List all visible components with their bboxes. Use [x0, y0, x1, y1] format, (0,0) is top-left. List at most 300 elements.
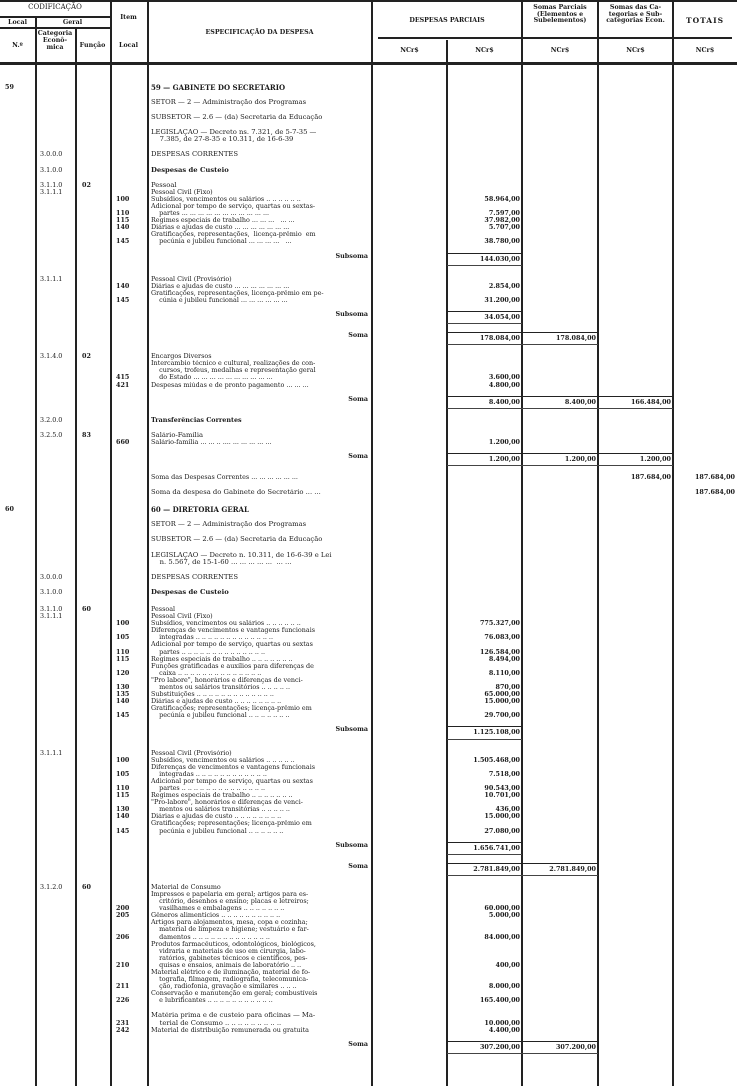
table-row [0, 641, 737, 655]
economic-category [35, 919, 75, 940]
function-code [75, 1041, 110, 1054]
item-code: 110 [116, 785, 130, 792]
partial-expense-2: 8.400,00 [447, 396, 522, 409]
function-code [75, 641, 110, 655]
function-code [75, 196, 110, 203]
partial-sum: 178.084,00 [522, 332, 598, 345]
local-number [0, 311, 35, 324]
expense-description: Diárias e ajudas de custo .. .. .. .. .. .. .. .. [151, 698, 282, 706]
function-code [75, 99, 110, 106]
partial-expense-1 [372, 1050, 447, 1054]
local-number [0, 656, 35, 663]
economic-category [35, 203, 75, 217]
table-row [0, 432, 737, 439]
economic-category: 3.1.1.0 [40, 605, 63, 613]
expense-description: 60 — DIRETORIA GERAL [151, 506, 249, 514]
function-code [75, 778, 110, 792]
function-code [75, 912, 110, 919]
item-code: 140 [116, 698, 130, 706]
local-number [0, 182, 35, 189]
function-code [75, 613, 110, 620]
table-row [0, 396, 737, 409]
expense-description: Regimes especiais de trabalho .. .. .. .. .. .. .. [151, 792, 293, 800]
economic-category [35, 311, 75, 324]
partial-expense-2: 27.080,00 [484, 827, 520, 835]
local-heading: Local [8, 19, 27, 26]
total [673, 462, 737, 466]
economic-category [35, 677, 75, 691]
economic-category [35, 620, 75, 627]
function-code [75, 417, 110, 424]
expense-description: Soma [348, 395, 368, 403]
economic-category [35, 757, 75, 764]
category-sum [598, 736, 673, 740]
partial-expense-2: 2.854,00 [488, 282, 520, 290]
table-row [0, 589, 737, 596]
item-code: 206 [116, 933, 130, 941]
expense-description: Substituições .. .. .. .. .. .. .. .. .. .. .. .. .. [151, 691, 274, 699]
expense-description: Soma [348, 1040, 368, 1048]
codificacao-heading: CODIFICAÇÃO [28, 3, 82, 11]
local-number [0, 620, 35, 627]
function-code [75, 203, 110, 217]
partial-expense-2: 4.400,00 [488, 1026, 520, 1034]
function-code [75, 969, 110, 990]
function-code [75, 311, 110, 324]
category-sum: 187.684,00 [630, 474, 671, 482]
table-row [0, 276, 737, 283]
table-row [0, 574, 737, 581]
local-number [0, 196, 35, 203]
local-number [0, 439, 35, 446]
function-code [75, 691, 110, 698]
currency-heading: NCr$ [550, 47, 570, 54]
table-row [0, 1041, 737, 1054]
partial-expense-1 [372, 405, 447, 409]
somas-categorias-heading: Somas das Ca- tegorias e Sub- categorias Econ. [606, 4, 665, 24]
economic-category: 3.1.0.0 [40, 166, 63, 174]
local-number [0, 432, 35, 439]
total [673, 341, 737, 345]
economic-category [35, 114, 75, 121]
expense-description: DESPESAS CORRENTES [151, 151, 239, 159]
expense-description: Soma [348, 453, 368, 460]
expense-description: Regimes especiais de trabalho .. .. .. .. .. .. .. [151, 655, 293, 663]
economic-category [35, 813, 75, 820]
expense-description: Diárias e ajudas de custo ... ... ... ... ... ... ... [151, 282, 290, 290]
local-number [0, 842, 35, 855]
local-number [0, 276, 35, 283]
item-code: 130 [116, 683, 130, 691]
economic-category [35, 820, 75, 834]
function-code [75, 536, 110, 543]
item-local-heading: Local [119, 42, 138, 49]
expense-description: Pessoal Civil (Provisório) [151, 275, 232, 283]
categoria-heading: Categoria Econô- mica [37, 30, 73, 51]
partial-expense-2: 307.200,00 [447, 1041, 522, 1054]
function-code [75, 813, 110, 820]
expense-description: Diárias e ajudas de custo ... ... ... ... ... ... ... [151, 224, 290, 232]
item-code: 421 [116, 381, 130, 389]
table-row [0, 552, 737, 566]
function-code [75, 677, 110, 691]
table-row [0, 151, 737, 158]
economic-category [35, 792, 75, 799]
function-code [75, 820, 110, 834]
somas-parciais-heading: Somas Parciais (Elementos e Subelementos) [533, 4, 587, 24]
table-row [0, 417, 737, 424]
table-row [0, 506, 737, 513]
partial-expense-1 [372, 320, 447, 324]
economic-category [35, 656, 75, 663]
table-row [0, 203, 737, 217]
expense-description: Funções gratificadas e auxílios para diferenças de caixa .. .. .. .. .. .. .. .. .. .. .. .. .. .. [151, 662, 314, 677]
category-sum [598, 872, 673, 876]
partial-expense-1 [372, 872, 447, 876]
partial-expense-2: 31.200,00 [484, 296, 520, 304]
economic-category: 3.1.1.1 [40, 749, 63, 757]
item-code: 105 [116, 770, 130, 778]
function-code [75, 151, 110, 158]
partial-expense-2: 90.543,00 [484, 785, 520, 792]
item-code: 100 [116, 756, 130, 764]
item-heading: Item [120, 14, 137, 21]
partial-expense-2: 1.200,00 [447, 453, 522, 466]
function-code [75, 990, 110, 1004]
economic-category [35, 99, 75, 106]
local-number [0, 705, 35, 719]
partial-expense-2: 4.800,00 [488, 381, 520, 389]
economic-category [35, 1027, 75, 1034]
table-row [0, 129, 737, 143]
table-row [0, 489, 737, 496]
item-code: 140 [116, 224, 130, 232]
partial-expense-2: 436,00 [495, 806, 520, 814]
local-number [0, 1027, 35, 1034]
item-code: 145 [116, 827, 130, 835]
item-code: 145 [116, 238, 130, 246]
table-row [0, 439, 737, 446]
expense-description: Adicional por tempo de serviço, quartas ou sextas partes .. .. .. .. .. .. .. .. .. .. .. .. .. .. [151, 641, 313, 656]
function-code [75, 506, 110, 513]
function-code [75, 698, 110, 705]
economic-category [35, 196, 75, 203]
partial-expense-2: 10.000,00 [484, 1019, 520, 1027]
partial-expense-2: 7.597,00 [488, 210, 520, 218]
table-row [0, 84, 737, 91]
local-number [0, 167, 35, 174]
local-number [0, 1012, 35, 1026]
item-code: 100 [116, 195, 130, 203]
table-row [0, 677, 737, 691]
function-code [75, 919, 110, 940]
table-row [0, 842, 737, 855]
local-number [0, 489, 35, 496]
total [673, 262, 737, 266]
function-code [75, 453, 110, 466]
partial-sum: 1.200,00 [522, 453, 598, 466]
economic-category [35, 224, 75, 231]
economic-category [35, 726, 75, 739]
economic-category [35, 698, 75, 705]
local-number [0, 574, 35, 581]
partial-expense-2: 10.701,00 [484, 792, 520, 800]
local-number [0, 627, 35, 641]
partial-expense-2: 1.505.468,00 [473, 756, 520, 764]
local-number [0, 606, 35, 613]
expense-description: Soma [348, 332, 368, 340]
partial-expense-2: 38.780,00 [484, 238, 520, 246]
function-code [75, 189, 110, 196]
function-code [75, 726, 110, 739]
item-code: 115 [116, 792, 130, 800]
partial-expense-2: 870,00 [495, 683, 520, 691]
function-code: 02 [82, 181, 91, 189]
table-row [0, 705, 737, 719]
item-code: 145 [116, 296, 130, 304]
partial-expense-2: 126.584,00 [479, 648, 520, 656]
table-row [0, 990, 737, 1004]
partial-expense-2: 165.400,00 [479, 997, 520, 1005]
total: 187.684,00 [694, 474, 735, 482]
economic-category [35, 863, 75, 876]
expense-description: Artigos para alojamentos, mesa, copa e cozinha; material de limpeza e higiene; vestuário e far- damentos .. .. .. .. .. .. .. .. .. .. .. .. .. [151, 919, 309, 941]
expense-description: Material de distribuição remunerada ou gratuita [151, 1026, 309, 1034]
function-code: 60 [82, 883, 91, 891]
currency-heading: NCr$ [695, 47, 715, 54]
local-number [0, 353, 35, 360]
function-code [75, 663, 110, 677]
partial-expense-2: 2.781.849,00 [447, 863, 522, 876]
function-code [75, 276, 110, 283]
category-sum: 166.484,00 [598, 396, 673, 409]
expense-description: SETOR — 2 — Administração dos Programas [151, 99, 307, 107]
local-number [0, 863, 35, 876]
economic-category [35, 453, 75, 466]
table-row [0, 606, 737, 613]
function-code [75, 656, 110, 663]
expense-description: Subsídios, vencimentos ou salários .. .. .. .. .. .. [151, 195, 301, 203]
economic-category: 3.2.5.0 [40, 431, 63, 439]
partial-sum [522, 262, 598, 266]
item-code: 100 [116, 620, 130, 628]
expense-description: Gêneros alimentícios .. .. .. .. .. .. .. .. .. .. [151, 912, 281, 920]
partial-expense-2: 84.000,00 [484, 933, 520, 941]
function-code [75, 224, 110, 231]
function-code [75, 1027, 110, 1034]
partial-sum [522, 736, 598, 740]
expense-description: Diárias e ajudas de custo .. .. .. .. .. .. .. .. [151, 813, 282, 821]
table-header [0, 0, 737, 65]
expense-description: Soma das Despesas Correntes ... ... ... ... ... ... [151, 474, 298, 482]
expense-description: SUBSETOR — 2.6 — (da) Secretaria da Educação [151, 114, 323, 122]
partial-expense-1 [372, 851, 447, 855]
total [673, 320, 737, 324]
expense-description: Diferenças de vencimentos e vantagens funcionais integradas .. .. .. .. .. .. .. .. .. .. .. .. .. [151, 627, 316, 642]
economic-category: 3.1.1.1 [40, 188, 63, 196]
table-row [0, 536, 737, 543]
table-row [0, 698, 737, 705]
function-code [75, 1012, 110, 1026]
economic-category [35, 489, 75, 496]
table-row [0, 863, 737, 876]
item-code: 231 [116, 1019, 130, 1027]
economic-category [35, 891, 75, 912]
economic-category [35, 129, 75, 143]
economic-category [35, 290, 75, 304]
expense-description: Gratificações, representações, licença-prêmio em pecúnia e jubileu funcional ... ... ... ... ... [151, 231, 316, 246]
table-row [0, 474, 737, 481]
local-number [0, 691, 35, 698]
function-code [75, 217, 110, 224]
total [673, 736, 737, 740]
table-row [0, 521, 737, 528]
local-number [0, 589, 35, 596]
partial-expense-2: 58.964,00 [484, 195, 520, 203]
local-number [0, 453, 35, 466]
local-number [0, 919, 35, 940]
partial-expense-2: 3.600,00 [488, 374, 520, 382]
local-number [0, 114, 35, 121]
economic-category: 3.0.0.0 [40, 573, 63, 581]
expense-description: "Pro labore", honorários e diferenças de venci- mentos ou salários transitórios .. .. .. .. .. [151, 676, 303, 691]
table-row [0, 912, 737, 919]
expense-description: Salário-Família [151, 431, 204, 439]
table-row [0, 231, 737, 245]
economic-category [35, 764, 75, 778]
local-number [0, 332, 35, 345]
table-row [0, 1027, 737, 1034]
table-row [0, 360, 737, 381]
partial-sum [522, 320, 598, 324]
local-number [0, 129, 35, 143]
economic-category [35, 474, 75, 481]
expense-table-body [0, 84, 737, 1062]
expense-description: Adicional por tempo de serviço, quartas ou sextas partes .. .. .. .. .. .. .. .. .. .. .. .. .. .. [151, 777, 313, 792]
partial-expense-2: 34.054,00 [447, 311, 522, 324]
expense-description: Encargos Diversos [151, 353, 212, 361]
economic-category: 3.2.0.0 [40, 416, 63, 424]
total [673, 872, 737, 876]
table-row [0, 167, 737, 174]
economic-category [35, 990, 75, 1004]
currency-heading: NCr$ [626, 47, 645, 54]
total: 187.684,00 [694, 489, 735, 497]
item-code: 135 [116, 691, 130, 699]
economic-category [35, 536, 75, 543]
rule [0, 16, 110, 18]
economic-category [35, 705, 75, 719]
category-sum [598, 341, 673, 345]
local-number [0, 698, 35, 705]
table-row [0, 1012, 737, 1026]
function-code [75, 941, 110, 969]
table-row [0, 224, 737, 231]
local-number [0, 203, 35, 217]
expense-description: Pessoal [151, 605, 176, 613]
table-row [0, 764, 737, 778]
local-number [0, 552, 35, 566]
expense-description: Subsídios, vencimentos ou salários .. .. .. .. .. .. [151, 620, 301, 628]
partial-expense-1 [372, 341, 447, 345]
expense-description: Gratificações; representações; licença-prêmio em pecúnia e jubileu funcional .. .. .. .. .. .. .. [151, 705, 312, 720]
expense-description: Despesas de Custeio [151, 166, 229, 174]
expense-description: Salário-família ... ... .. .... ... ... ... ... ... [151, 438, 272, 446]
item-code: 200 [116, 905, 130, 913]
item-code: 115 [116, 655, 130, 663]
function-code [75, 863, 110, 876]
local-number [0, 151, 35, 158]
total [673, 405, 737, 409]
item-code: 660 [116, 438, 130, 446]
local-number [0, 217, 35, 224]
economic-category [35, 969, 75, 990]
local-number [0, 677, 35, 691]
table-row [0, 189, 737, 196]
total [673, 851, 737, 855]
local-number: 59 [5, 84, 14, 91]
expense-description: Diferenças de vencimentos e vantagens funcionais integradas .. .. .. .. .. .. .. .. .. .. .. .. [151, 763, 316, 778]
table-row [0, 663, 737, 677]
function-code [75, 891, 110, 912]
item-code: 105 [116, 634, 130, 642]
table-row [0, 253, 737, 266]
rule [0, 27, 110, 29]
partial-expense-2: 76.083,00 [484, 634, 520, 642]
economic-category [35, 332, 75, 345]
table-row [0, 627, 737, 641]
partial-expense-2: 775.327,00 [479, 620, 520, 628]
function-code [75, 521, 110, 528]
expense-description: Subsoma [335, 310, 368, 318]
function-code [75, 842, 110, 855]
table-row [0, 726, 737, 739]
table-row [0, 656, 737, 663]
table-row [0, 884, 737, 891]
partial-expense-2: 178.084,00 [447, 332, 522, 345]
table-row [0, 941, 737, 969]
partial-expense-2: 7.518,00 [488, 770, 520, 778]
local-number [0, 231, 35, 245]
numero-heading: N.º [12, 42, 23, 49]
expense-description: Pessoal Civil (Provisório) [151, 749, 232, 757]
totais-heading: TOTAIS [685, 16, 725, 25]
item-code: 115 [116, 217, 130, 225]
function-code [75, 705, 110, 719]
especificacao-heading: ESPECIFICAÇÃO DA DESPESA [205, 29, 314, 36]
expense-description: LEGISLAÇÃO — Decreto n. 10.311, de 16-6-39 e Lei n. 5.567, de 15-1-60 ... ... ... ... ... ... ... [151, 551, 332, 566]
expense-description: SUBSETOR — 2.6 — (da) Secretaria da Educação [151, 536, 323, 544]
expense-description: Soma [348, 862, 368, 870]
geral-heading: Geral [62, 19, 83, 26]
local-number [0, 613, 35, 620]
function-code [75, 167, 110, 174]
function-code [75, 799, 110, 813]
expense-description: DESPESAS CORRENTES [151, 573, 239, 581]
table-row [0, 919, 737, 940]
local-number [0, 778, 35, 792]
economic-category [35, 1041, 75, 1054]
table-row [0, 114, 737, 121]
local-number [0, 813, 35, 820]
expense-description: SETOR — 2 — Administração dos Programas [151, 521, 307, 529]
table-row [0, 453, 737, 466]
table-row [0, 613, 737, 620]
partial-sum: 8.400,00 [522, 396, 598, 409]
expense-description: Conservação e manutenção em geral; combustíveis e lubrificantes .. .. .. .. .. .. .. .. .. .. .. [151, 990, 318, 1005]
expense-description: Subsoma [335, 726, 368, 734]
economic-category: 3.1.2.0 [40, 883, 63, 891]
